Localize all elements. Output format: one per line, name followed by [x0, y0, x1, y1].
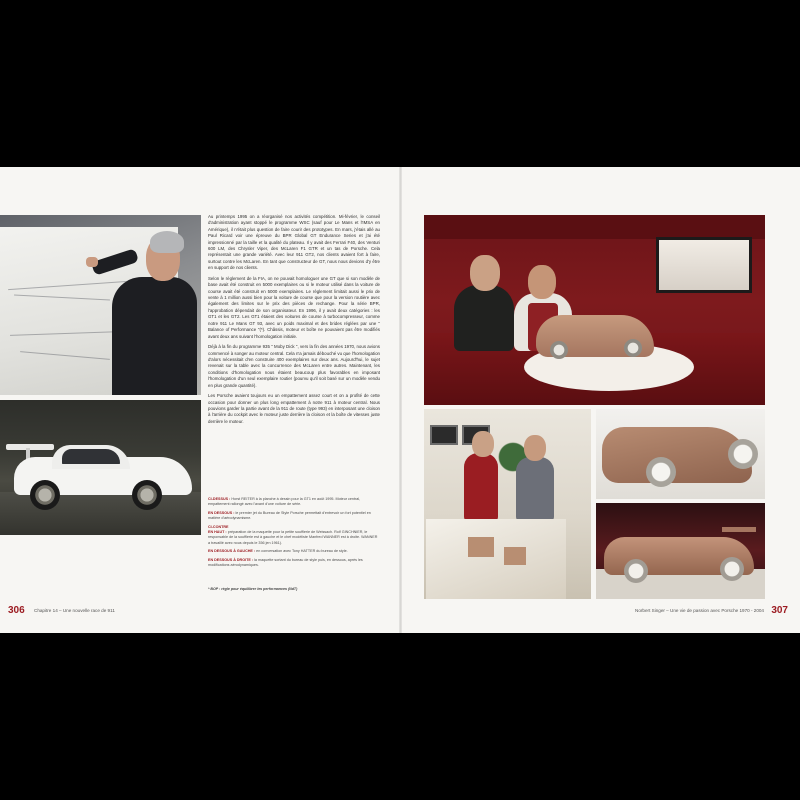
paragraph: Déjà à la fin du programme 935 " Moby Dick ", vers la fin des années 1970, nous avions commencé à songer au moteur central. Cela n'a jamais débouché vu que l'homologation d'alors nécessitait d'en construire 400 exemplaires sur deux ans. Aujourd'hui, le sujet revenait sur la table avec la concurrence des McLaren entre autres. Maintenant, les conditions d'homologation nous étaient beaucoup plus favorables en imposant l'homologation d'un seul exemplaire routier (pourvu qu'il soit basé sur un modèle vendu en plus grande quantité). — [208, 344, 380, 388]
photo-style-office — [424, 409, 591, 599]
photo-clay-model-front — [596, 409, 765, 499]
model-wheel — [624, 559, 648, 583]
caption — [208, 497, 380, 508]
caption-label: EN DESSOUS À DROITE : — [208, 557, 254, 562]
designer-figure — [112, 277, 197, 395]
page-number-right: 307 — [771, 605, 788, 616]
running-head-left: Chapitre 14 – Une nouvelle race de 911 — [34, 608, 115, 613]
caption — [208, 511, 380, 522]
workshop-window — [656, 237, 752, 293]
designer-hair — [150, 231, 184, 253]
caption — [208, 549, 380, 554]
paragraph: Au printemps 1995 on a réorganisé nos activités compétition. Mi-février, le conseil d'administration ayant stoppé le programme WSC (sauf pour Le Mans et l'IMSA en Amérique), il n'était plus question de faire courir des prototypes. En mars, j'étais allé au Paul Ricard voir une épreuve du BPR Global GT Endurance Series et j'ai été impressionné par la taille et la qualité du plateau. Il y avait des Ferrari F40, des Venturi 600 LM, des Chrysler Viper, des McLaren F1 GTR et un tas de Porsche. Cela représentait une grande variété. Avec leur 911 GT2, nos clients avaient fort à faire, surtout contre les McLaren. En tant que constructeur de GT, nous nous devions d'y être en support de nos clients. — [208, 214, 380, 271]
model-block — [504, 547, 526, 565]
page-number-left: 306 — [8, 605, 25, 616]
rear-wing — [722, 527, 756, 532]
caption-text: préparation de la maquette pour la petite soufflerie de Weissach. Rolf GINCHNIER, le responsable de la soufflerie est à gauche et le chef modéliste Manfred WANNER est à droite. WANNER a travaillé avec nous depuis le 356 jen 1961). — [208, 530, 378, 545]
photo-clay-model-side — [596, 503, 765, 599]
person-grey-sweater — [516, 457, 554, 521]
designer-hand — [86, 257, 98, 267]
car-wheel — [132, 480, 162, 510]
caption-text: la maquette sortant du bureau de style puis, en dessous, après les modifications aérodynamiques. — [208, 557, 363, 568]
photo-white-race-car — [0, 400, 201, 535]
person-head — [524, 435, 546, 461]
model-wheel — [550, 341, 568, 359]
model-block — [468, 537, 494, 557]
photo-captions — [208, 497, 380, 571]
caption — [208, 558, 380, 569]
running-head-right: Norbert Singer – Une vie de passion avec Porsche 1970 - 2004 — [635, 608, 764, 613]
caption-label: EN DESSOUS À GAUCHE : — [208, 549, 256, 554]
person-head — [472, 431, 494, 457]
wall-picture — [430, 425, 458, 445]
model-wheel — [646, 457, 676, 487]
photo-wind-tunnel-model — [424, 215, 765, 405]
rear-wing — [6, 444, 54, 450]
drawings-on-table — [426, 519, 566, 599]
caption-label: CI-DESSUS : — [208, 497, 231, 501]
model-wheel — [728, 439, 758, 469]
body-text — [208, 214, 380, 429]
model-wheel — [720, 557, 744, 581]
caption-text: en conversation avec Tony HATTER du bureau de style. — [256, 549, 348, 554]
book-gutter — [399, 167, 402, 633]
paragraph: Selon le règlement de la FIA, on ne pouvait homologuer une GT que si son modèle de base avait été construit en 5000 exemplaires ou si le moteur utilisé dans la voiture de course avait été construit en 5000 exemplaires. Le règlement limitait aussi le prix de vente à 1 million aussi bien pour la voiture de course que pour la version routière avec également des limites sur le prix des pièces de rechange. Pour la série BPR, l'approbation dépendait de son organisateur. En 1996, il y avait deux catégories : les GT1 et les GT2. Les GT1 étaient des voitures de course à turbocompresseur, comme notre 911 Le Mans GT 93, avec un poids maximal et des brides réglées par une " Balance of Performance "(*). Châssis, moteur et boîte ne pouvaient pas être modifiés avant deux ans suivant l'homologation initiale. — [208, 275, 380, 339]
caption-text: le premier jet du Bureau de Style Porsche permettait d'entrevoir un fort potentiel en matière d'aérodynamisme. — [208, 510, 371, 521]
book-spread — [0, 167, 800, 633]
footnote: * BOP : règle pour équilibrer les performances (NdT) — [208, 587, 298, 591]
workshop-wall — [424, 215, 765, 239]
modeller-head — [528, 265, 556, 299]
engineer-figure — [454, 285, 514, 351]
caption-label: EN DESSOUS : — [208, 510, 235, 515]
photo-drawing-board — [0, 215, 201, 395]
engineer-head — [470, 255, 500, 291]
caption-label: CI-CONTRE — [208, 524, 229, 529]
car-window — [62, 449, 120, 464]
model-wheel — [624, 339, 642, 357]
caption-text: Horst REITER à la planche à dessin pour la GT1 en août 1995. Moteur central, empattement rallongé avec l'avant d'une voiture de série. — [208, 497, 361, 507]
caption — [208, 530, 380, 546]
car-wheel — [30, 480, 60, 510]
caption-label: EN HAUT : — [208, 530, 227, 535]
person-red-sweater — [464, 453, 498, 521]
paragraph: Les Porsche avaient toujours eu un empattement assez court et on a profité de cette occasion pour donner un plus long empattement à notre 911 à moteur central. Nous pouvions garder la partie avant de la 911 de route (type 993) en interposant une cloison à l'arrière du cockpit avec le moteur juste derrière la cloison et la boîte de vitesses juste derrière le moteur. — [208, 393, 380, 424]
